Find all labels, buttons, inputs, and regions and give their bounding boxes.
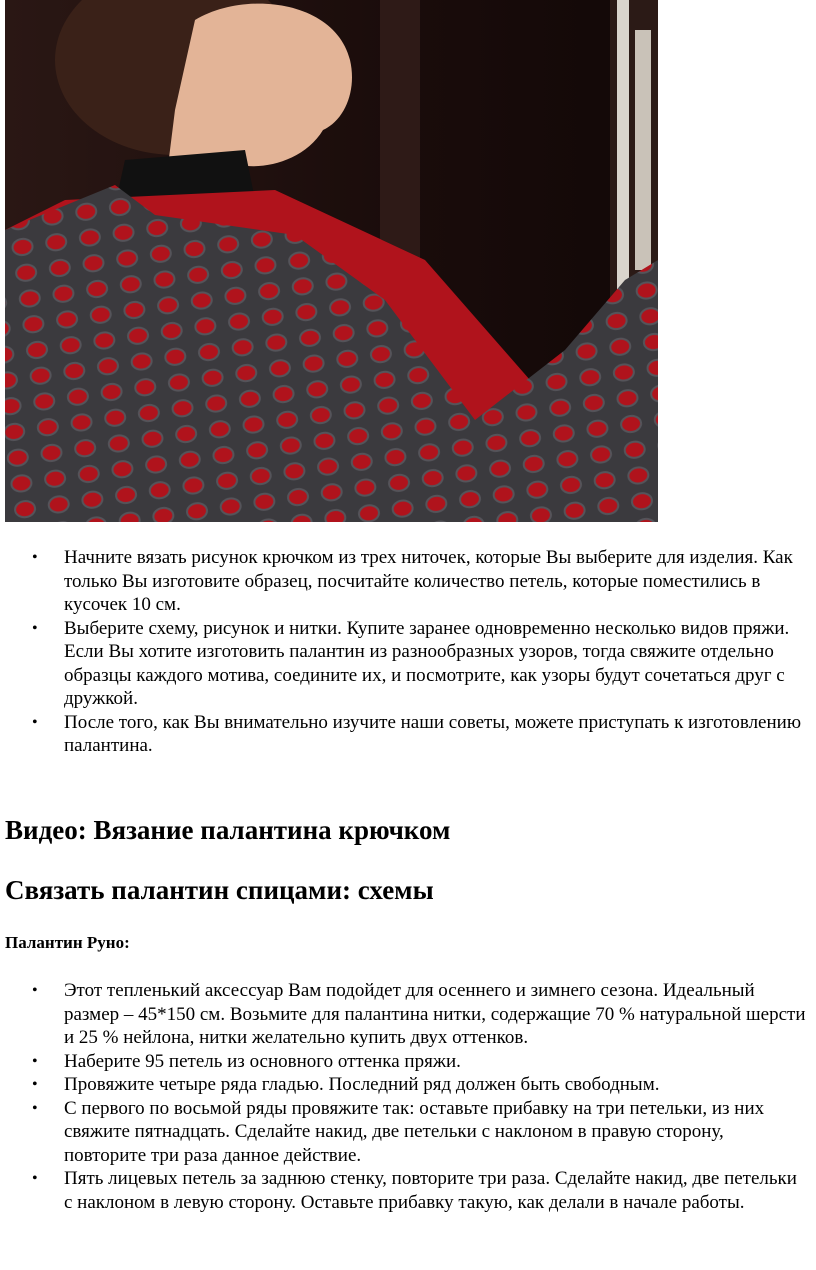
list-item-text: После того, как Вы внимательно изучите наши советы, можете приступать к изготовлению палантина. <box>64 711 802 756</box>
photo-illustration <box>5 0 658 522</box>
bullet-icon: • <box>32 713 38 731</box>
list-item <box>0 711 816 758</box>
bullet-icon: • <box>32 1052 38 1070</box>
list-item-text: Этот тепленький аксессуар Вам подойдет для осеннего и зимнего сезона. Идеальный размер – 45*150 см. Возьмите для палантина нитки, содержащие 70 % натуральной шерсти и 25 % нейлона, нитки желательно купить двух оттенков. <box>64 980 806 1048</box>
list-item-text: Наберите 95 петель из основного оттенка пряжи. <box>64 1050 461 1072</box>
list-item-text: Провяжите четыре ряда гладью. Последний ряд должен быть свободным. <box>64 1074 660 1095</box>
bullet-icon: • <box>32 1170 38 1187</box>
list-item <box>0 1050 816 1074</box>
list-item <box>0 979 816 1050</box>
runo-steps-list <box>0 979 816 1214</box>
bullet-icon: • <box>32 1099 38 1117</box>
list-item <box>0 1167 816 1214</box>
bullet-icon: • <box>32 619 38 637</box>
list-item <box>0 546 816 617</box>
shawl-photo <box>5 0 658 522</box>
list-item <box>0 617 816 711</box>
video-heading: Видео: Вязание палантина крючком <box>5 815 451 845</box>
knitting-schemes-heading: Связать палантин спицами: схемы <box>5 875 434 905</box>
list-item-text: Начните вязать рисунок крючком из трех ниточек, которые Вы выберите для изделия. Как только Вы изготовите образец, посчитайте количество петель, которые поместились в кусочек 10 см. <box>64 547 793 615</box>
runo-subheading: Палантин Руно: <box>5 933 130 952</box>
list-item-text: Если Вы хотите изготовить палантин из разнообразных узоров, тогда свяжите отдельно образцы каждого мотива, соедините их, и посмотрите, как узоры будут сочетаться друг с дружкой. <box>64 641 785 709</box>
bullet-icon: • <box>32 549 38 566</box>
bullet-icon: • <box>32 1076 38 1093</box>
bullet-icon: • <box>32 982 38 999</box>
list-item-text: Выберите схему, рисунок и нитки. Купите заранее одновременно несколько видов пряжи. <box>64 617 790 639</box>
list-item-text: Пять лицевых петель за заднюю стенку, повторите три раза. Сделайте накид, две петельки с наклоном в левую сторону. Оставьте прибавку такую, как делали в начале работы. <box>64 1168 797 1213</box>
list-item <box>0 1097 816 1168</box>
tips-list <box>0 546 816 758</box>
list-item-text: С первого по восьмой ряды провяжите так: оставьте прибавку на три петельки, из них свяжите пятнадцать. Сделайте накид, две петельки с наклоном в правую сторону, повторите три раза данное действие. <box>64 1097 765 1166</box>
list-item <box>0 1073 816 1097</box>
